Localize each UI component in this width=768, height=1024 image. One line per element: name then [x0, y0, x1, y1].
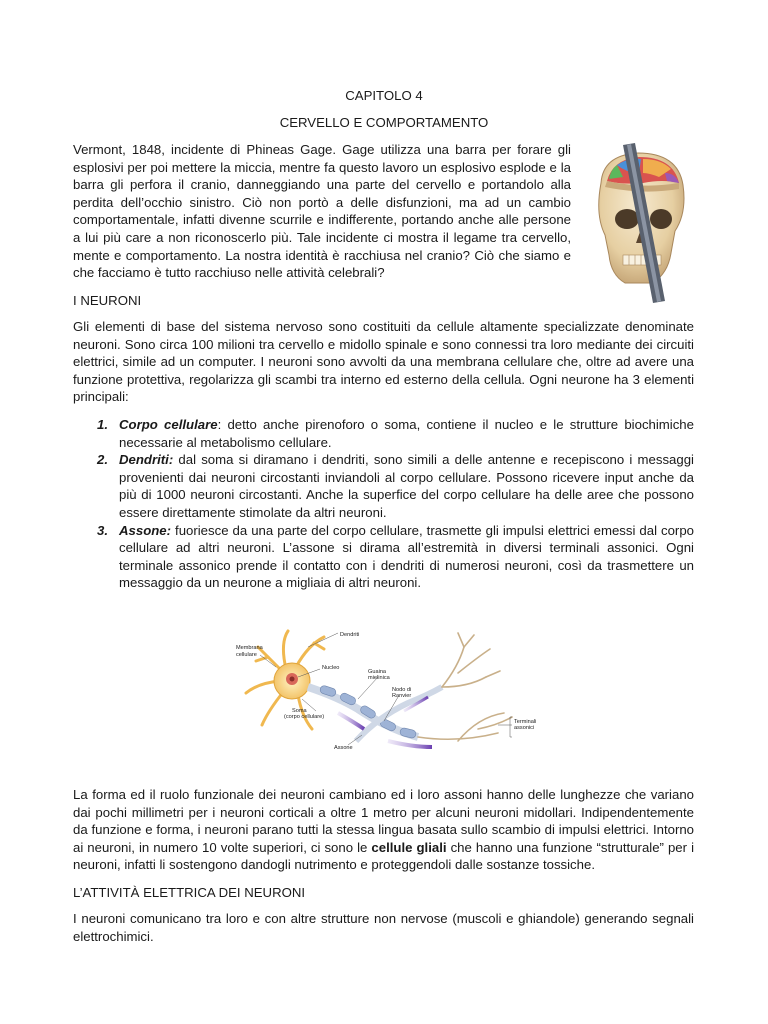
- list-number: 3.: [97, 522, 108, 538]
- label-nucleo: Nucleo: [322, 665, 340, 671]
- list-sep: :: [217, 417, 222, 432]
- label-guaina: Guaina: [368, 669, 387, 675]
- list-term: Dendriti:: [119, 452, 174, 468]
- list-item: [73, 451, 694, 521]
- list-text: fuoriesce da una parte del corpo cellulare, trasmette gli impulsi elettrici emessi dal corpo cellulare ad altri neuroni. L’assone si dirama all’estremità in diversi terminali assonici. Ogni terminale assonico prende il contatto con i dendriti di numerosi neuroni, così da trasmettere un messaggio da un neurone a migliaia di altri neuroni.: [119, 522, 694, 591]
- list-term: Corpo cellulare: [119, 417, 218, 432]
- forma-text-end: che hanno una funzione “strutturale” per i neuroni, infatti li sostengono dandogli nutrimento e proteggendoli dalle sostanze tossiche.: [73, 839, 694, 873]
- section-heading-neuroni: I NEURONI: [73, 293, 142, 308]
- neuron-diagram: [228, 617, 540, 765]
- elettrica-paragraph: I neuroni comunicano tra loro e con altre strutture non nervose (muscoli e ghiandole) generando segnali elettrochimici.: [73, 911, 694, 944]
- forma-paragraph: [73, 786, 694, 874]
- label-dendriti: Dendriti: [340, 632, 360, 638]
- skull-illustration: [583, 143, 695, 305]
- label-corpo-cellulare: (corpo cellulare): [284, 714, 325, 720]
- label-ranvier: Ranvier: [392, 693, 412, 699]
- list-item: [73, 416, 694, 451]
- label-mielinica: mielinica: [368, 675, 390, 681]
- forma-text: La forma ed il ruolo funzionale dei neuroni cambiano ed i loro assoni hanno delle lunghezze che variano dai pochi millimetri per i neuroni corticali a oltre 1 metro per alcuni neuroni midollari. Indipendentemente da funzione e forma, i neuroni parano tutti la stessa lingua basata sullo scambio di impulsi elettrici. Intorno ai neuroni, in numero 10 volte superiori, ci sono le: [73, 787, 694, 855]
- label-terminali: Terminali: [514, 719, 537, 725]
- page-title: CERVELLO E COMPORTAMENTO: [279, 115, 489, 130]
- label-nodo: Nodo di: [392, 687, 412, 693]
- chapter-heading: CAPITOLO 4: [345, 88, 423, 103]
- label-assone: Assone: [334, 745, 353, 751]
- list-text: dal soma si diramano i dendriti, sono simili a delle antenne e recepiscono i messaggi provenienti dai neuroni circostanti inviandoli al corpo cellulare. Possono ricevere input anche da più di 1000 neuroni circostanti. Anche la superfice del corpo cellulare ha delle aree che possono essere direttamente stimolate da altri neuroni.: [119, 452, 694, 520]
- list-text: detto anche pirenoforo o soma, contiene il nucleo e le strutture biochimiche necessarie al metabolismo cellulare.: [119, 417, 694, 450]
- label-assonici: assonici: [514, 725, 535, 731]
- label-membrana: Membrana: [236, 645, 263, 651]
- section-heading-attivita-elettrica: L’ATTIVITÀ ELETTRICA DEI NEURONI: [73, 885, 306, 900]
- list-number: 2.: [97, 452, 108, 468]
- intro-paragraph: Vermont, 1848, incidente di Phineas Gage. Gage utilizza una barra per forare gli esplosivi per poi mettere la miccia, mentre fa questo lavoro un esplosivo esplode e la barra gli perfora il cranio, danneggiando una parte del cervello e portandolo alla perdita dell’occhio sinistro. Ciò non portò a delle disfunzioni, ma ad un cambio comportamentale, infatti divenne scurrile e indifferente, portando anche alle persone a lui più care a non riconoscerlo più. Tale incidente ci mostra il legame tra cervello, mente e comportamento. La nostra identità è racchiusa nel cranio? Ciò che siamo e che facciamo è tutto racchiuso nelle attività celebrali?: [73, 142, 571, 281]
- neuron-elements-list: [73, 416, 694, 592]
- neuroni-paragraph: Gli elementi di base del sistema nervoso sono costituiti da cellule altamente specializzate denominate neuroni. Sono circa 100 milioni tra cervello e midollo spinale e sono connessi tra loro mediante dei circuiti elettrici, simile ad un computer. I neuroni sono avvolti da una membrana cellulare che, oltre ad avere una funzione protettiva, regolarizza gli scambi tra interno ed esterno della cellula. Ogni neurone ha 3 elementi principali:: [73, 319, 694, 405]
- label-soma: Soma: [292, 708, 307, 714]
- list-number: 1.: [97, 417, 108, 432]
- list-term: Assone:: [119, 522, 172, 538]
- label-cellulare: cellulare: [236, 652, 257, 658]
- list-item: [73, 522, 694, 592]
- cellule-gliali-term: cellule gliali: [371, 839, 447, 855]
